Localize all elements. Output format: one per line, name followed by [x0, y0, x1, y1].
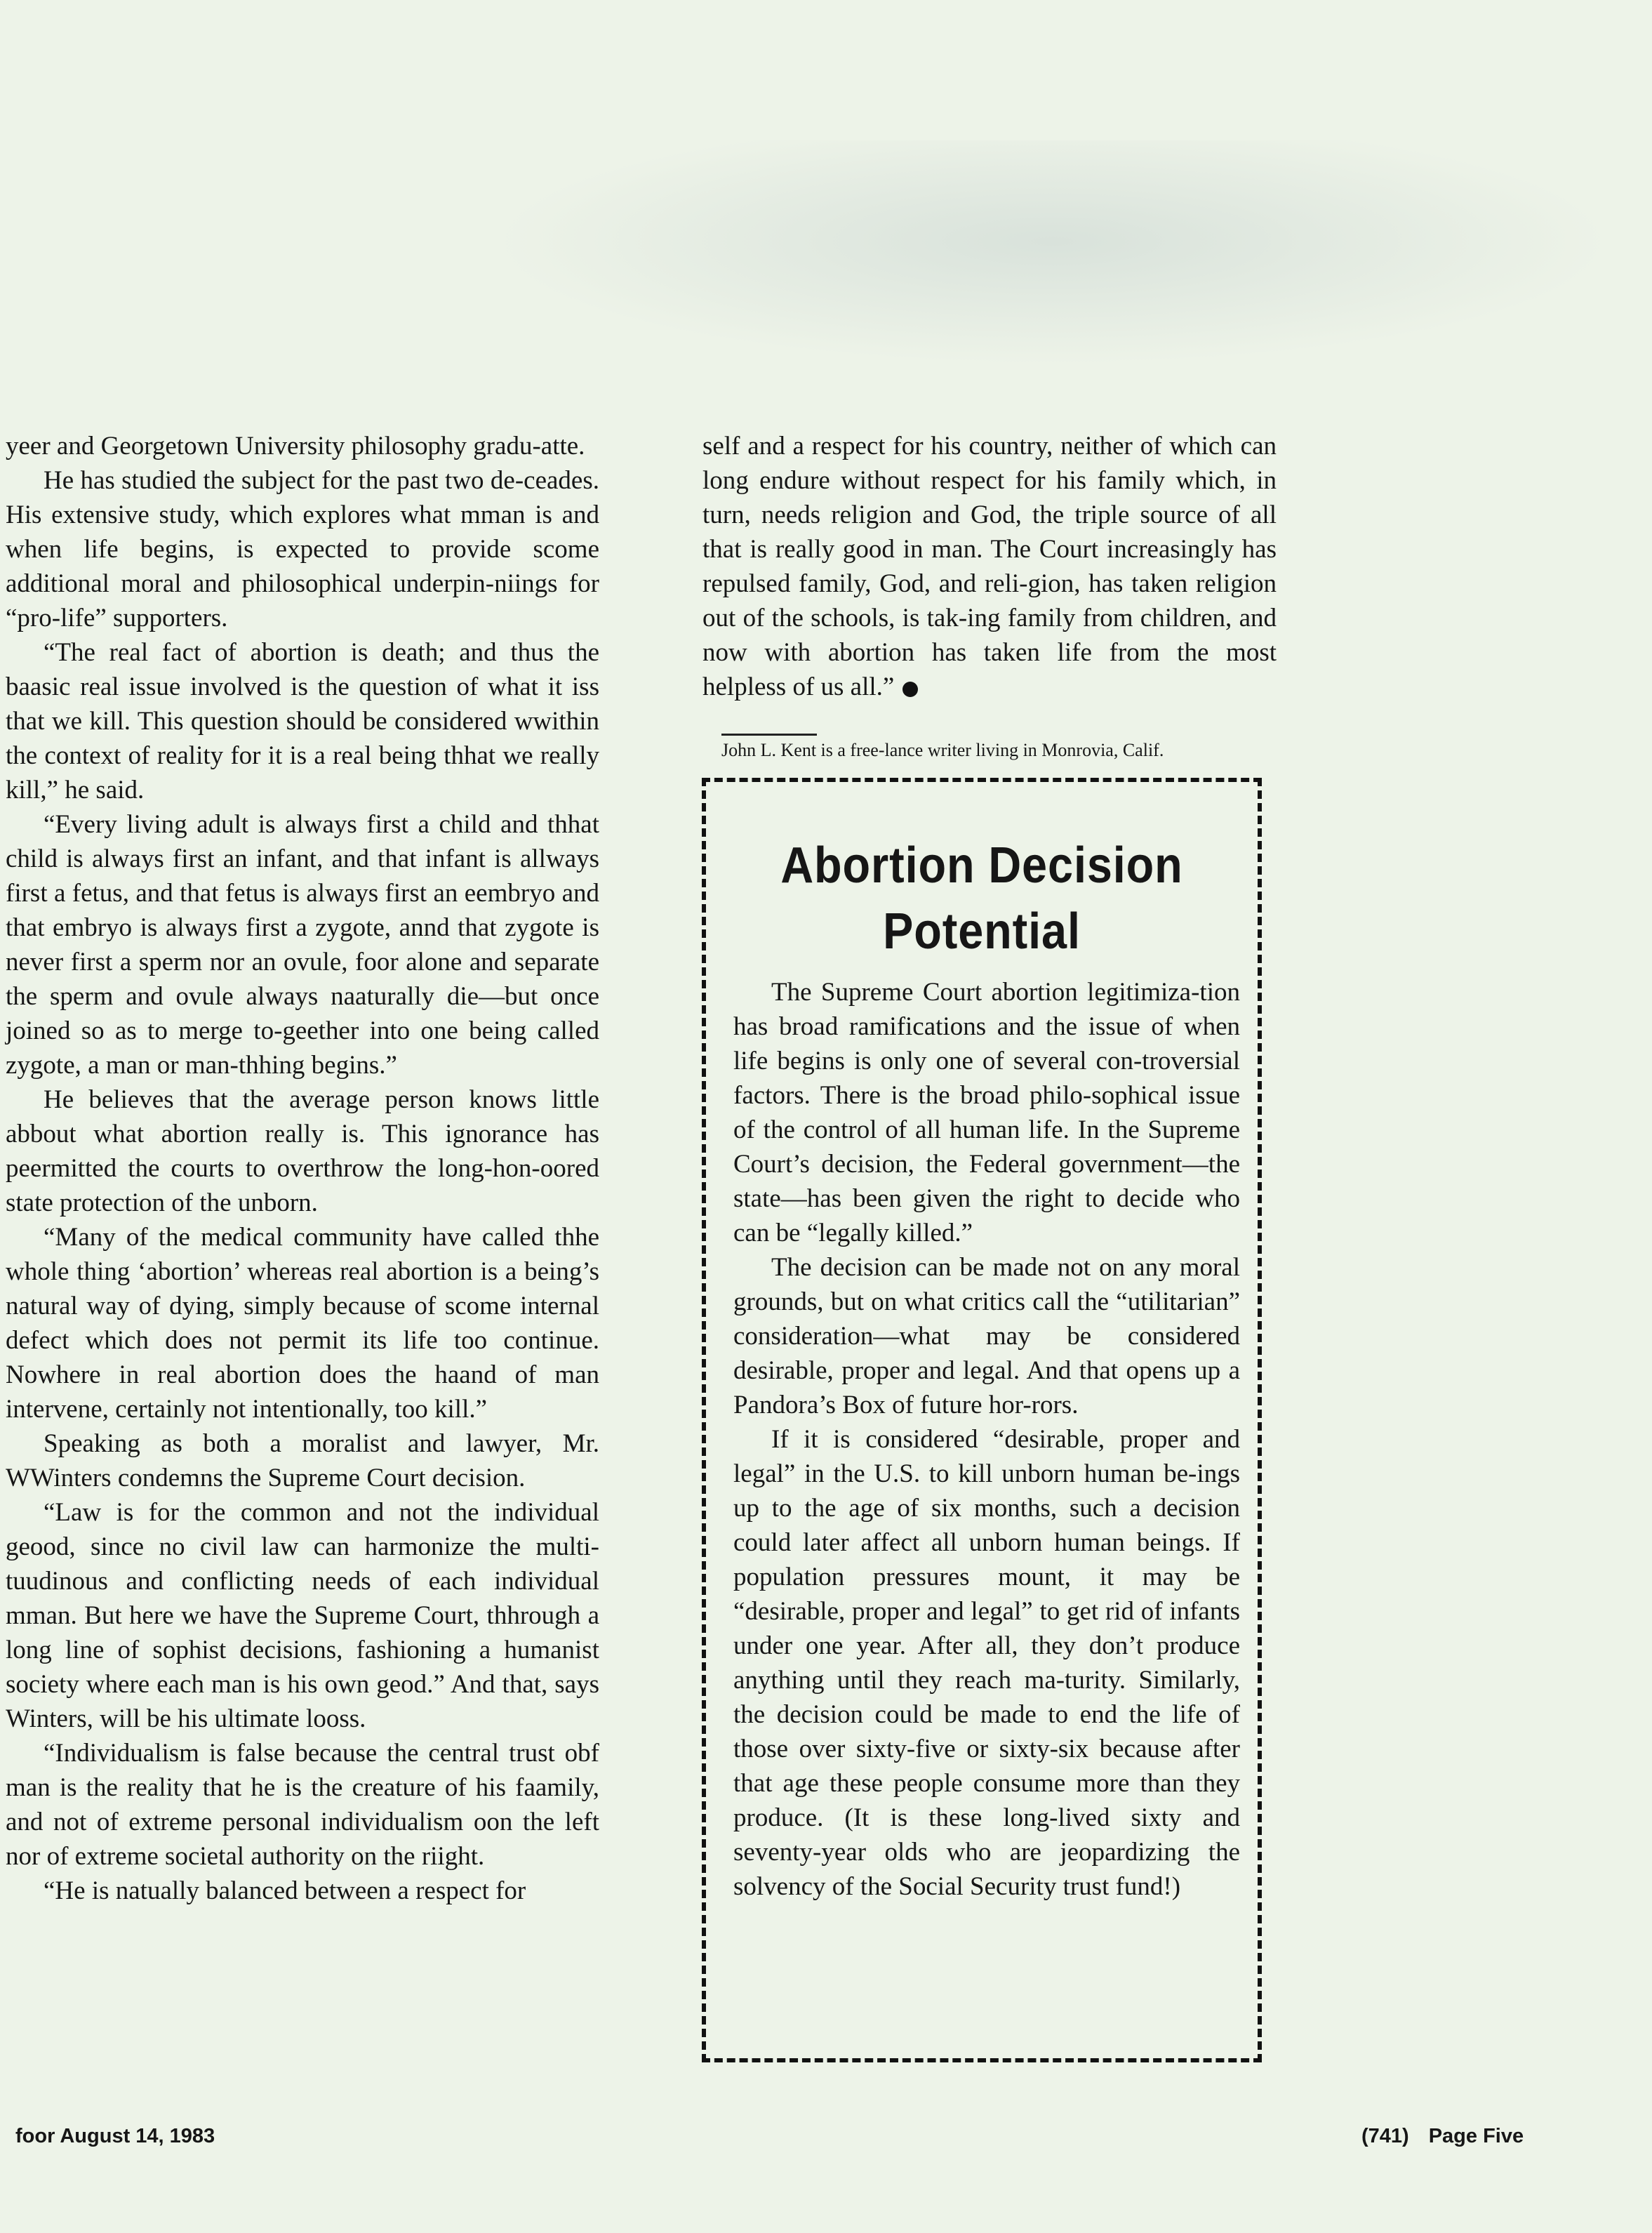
- paragraph: He believes that the average person knows little abbout what abortion really is. This ignorance has peermitted the courts to overthrow the long-hon-oored state protection of the unborn.: [6, 1085, 599, 1217]
- footer-page: [1361, 2123, 1524, 2149]
- left-column: [6, 429, 599, 1908]
- author-note: John L. Kent is a free-lance writer living in Monrovia, Calif.: [721, 740, 1164, 760]
- sidebar-title-line: Potential: [883, 903, 1081, 960]
- page-number: Page Five: [1428, 2125, 1524, 2147]
- sidebar-title: [730, 833, 1234, 965]
- paragraph: Speaking as both a moralist and lawyer, Mr. WWinters condemns the Supreme Court decision.: [6, 1429, 599, 1492]
- page-code: (741): [1361, 2125, 1409, 2147]
- footer-date: foor August 14, 1983: [15, 2125, 215, 2147]
- sidebar-body: [733, 975, 1240, 1904]
- paragraph: [702, 429, 1277, 704]
- paragraph: yeer and Georgetown University philosophy gradu-atte.: [6, 432, 585, 460]
- paragraph-text: self and a respect for his country, neither of which can long endure without respect for his family which, in turn, needs religion and God, the triple source of all that is really good in man. The Court increasingly has repulsed family, God, and reli-gion, has taken religion out of the schools, is tak-ing family from children, and now with abortion has taken life from the most helpless of us all.”: [702, 432, 1277, 701]
- paragraph: He has studied the subject for the past two de-ceades. His extensive study, which explores what mman is and when life begins, is expected to provide scome additional moral and philosophical underpin-niings for “pro-life” supporters.: [6, 466, 599, 632]
- paragraph: “Many of the medical community have called thhe whole thing ‘abortion’ whereas real abortion is a being’s natural way of dying, simply because of scome internal defect which does not permit its life too continue. Nowhere in real abortion does the haand of man intervene, certainly not intentionally, too kill.”: [6, 1223, 599, 1424]
- bleed-through-shadow: [491, 140, 1614, 365]
- paragraph: “Law is for the common and not the individual geood, since no civil law can harmonize the multi-tuudinous and conflicting needs of each individual mman. But here we have the Supreme Court, thhrough a long line of sophist decisions, fashioning a humanist society where each man is his own geod.” And that, says Winters, will be his ultimate looss.: [6, 1498, 599, 1733]
- paragraph: If it is considered “desirable, proper and legal” in the U.S. to kill unborn human be-ings up to the age of six months, such a decision could later affect all unborn human beings. If population pressures mount, it may be “desirable, proper and legal” to get rid of infants under one year. After all, they don’t produce anything until they reach ma-turity. Similarly, the decision could be made to end the life of those over sixty-five or sixty-six because after that age these people consume more than they produce. (It is these long-lived sixty and seventy-year olds who are jeopardizing the solvency of the Social Security trust fund!): [733, 1425, 1240, 1901]
- right-column-continuation: [702, 429, 1277, 704]
- sidebar-title-line: Abortion Decision: [780, 837, 1183, 894]
- paragraph: “Every living adult is always first a child and thhat child is always first an infant, and that infant is allways first a fetus, and that fetus is always first an eembryo and that embryo is always first a zygote, annd that zygote is never first a sperm nor an ovule, foor alone and separate the sperm and ovule always naaturally die—but once joined so as to merge to-geether into one being called zygote, a man or man-thhing begins.”: [6, 810, 599, 1080]
- paragraph: “The real fact of abortion is death; and thus the baasic real issue involved is the question of what it iss that we kill. This question should be considered wwithin the context of reality for it is a real being thhat we really kill,” he said.: [6, 638, 599, 804]
- paragraph: “He is natually balanced between a respect for: [44, 1876, 526, 1905]
- author-note-rule: [721, 734, 817, 736]
- paragraph: “Individualism is false because the central trust obf man is the reality that he is the creature of his faamily, and not of extreme personal individualism oon the left nor of extreme societal authority on the riight.: [6, 1739, 599, 1871]
- end-mark-icon: [902, 682, 918, 697]
- paragraph: The Supreme Court abortion legitimiza-tion has broad ramifications and the issue of when life begins is only one of several con-troversial factors. There is the broad philo-sophical issue of the control of all human life. In the Supreme Court’s decision, the Federal government—the state—has been given the right to decide who can be “legally killed.”: [733, 978, 1240, 1247]
- paragraph: The decision can be made not on any moral grounds, but on what critics call the “utilitarian” consideration—what may be considered desirable, proper and legal. And that opens up a Pandora’s Box of future hor-rors.: [733, 1253, 1240, 1419]
